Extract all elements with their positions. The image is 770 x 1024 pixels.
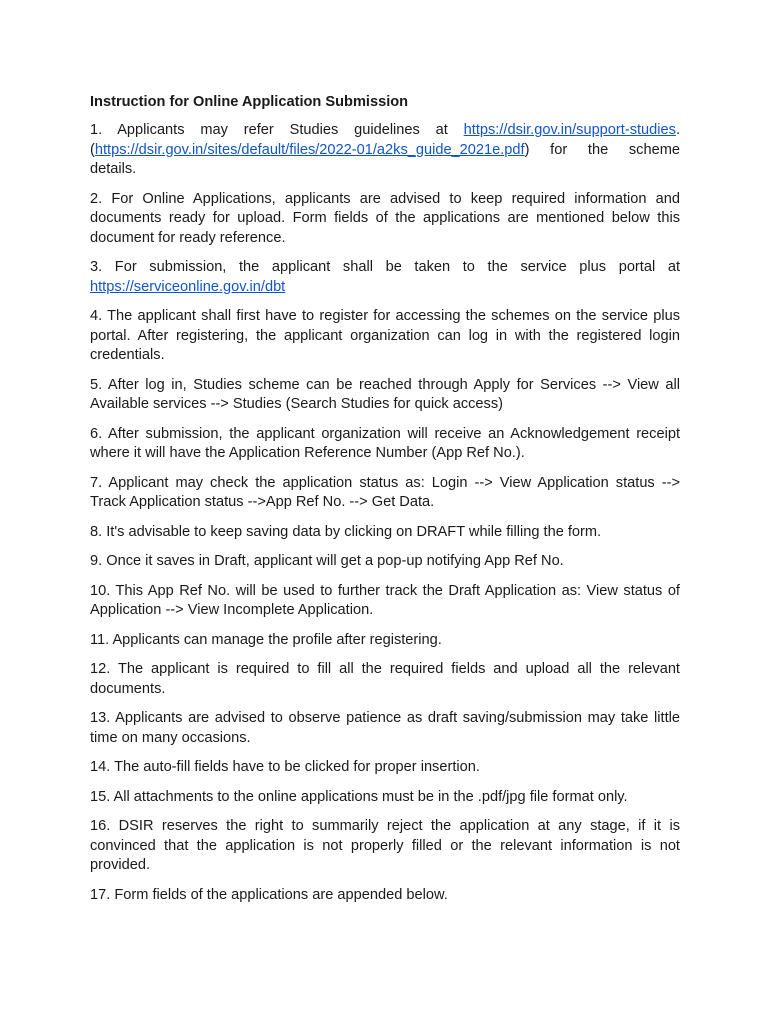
document-page bbox=[90, 93, 680, 915]
instruction-item bbox=[90, 788, 680, 808]
instruction-item bbox=[90, 376, 680, 415]
instruction-text: 5. After log in, Studies scheme can be reached through Apply for Services --> View all Available services --> Studies (Search Studies for quick access) bbox=[90, 376, 680, 412]
instruction-text: . ( bbox=[90, 122, 680, 158]
instruction-text: 13. Applicants are advised to observe patience as draft saving/submission may take little time on many occasions. bbox=[90, 710, 680, 746]
document-title: Instruction for Online Application Submission bbox=[90, 94, 409, 110]
instruction-text: 10. This App Ref No. will be used to further track the Draft Application as: View status of Application --> View Incomplete Application. bbox=[90, 582, 680, 618]
instruction-text: 8. It's advisable to keep saving data by clicking on DRAFT while filling the form. bbox=[90, 523, 602, 540]
instruction-item bbox=[90, 121, 680, 180]
instruction-item bbox=[90, 190, 680, 249]
instruction-text: 11. Applicants can manage the profile after registering. bbox=[90, 631, 442, 648]
instruction-item bbox=[90, 886, 680, 906]
instruction-item bbox=[90, 307, 680, 366]
instruction-text: 7. Applicant may check the application status as: Login --> View Application status --> Track Application status -->App Ref No. --> Get Data. bbox=[90, 474, 680, 510]
instruction-link[interactable]: https://dsir.gov.in/sites/default/files/2022-01/a2ks_guide_2021e.pdf bbox=[94, 141, 525, 158]
instruction-item bbox=[90, 631, 680, 651]
instruction-link[interactable]: https://serviceonline.gov.in/dbt bbox=[90, 278, 286, 295]
instruction-text: 1. Applicants may refer Studies guidelines at bbox=[90, 122, 464, 138]
instruction-text: 4. The applicant shall first have to register for accessing the schemes on the service plus portal. After registering, the applicant organization can log in with the registered login credentials. bbox=[90, 308, 680, 363]
instruction-item bbox=[90, 758, 680, 778]
instruction-text: 12. The applicant is required to fill all the required fields and upload all the relevant documents. bbox=[90, 661, 680, 697]
instruction-text: 15. All attachments to the online applications must be in the .pdf/jpg file format only. bbox=[90, 788, 628, 805]
instruction-item bbox=[90, 582, 680, 621]
instruction-item bbox=[90, 709, 680, 748]
instruction-text: 3. For submission, the applicant shall be taken to the service plus portal at bbox=[90, 259, 680, 275]
instruction-text: 2. For Online Applications, applicants are advised to keep required information and documents ready for upload. Form fields of the applications are mentioned below this document for ready reference. bbox=[90, 190, 680, 246]
instruction-item bbox=[90, 660, 680, 699]
instruction-text: 17. Form fields of the applications are appended below. bbox=[90, 886, 448, 903]
instruction-text: 6. After submission, the applicant organization will receive an Acknowledgement receipt where it will have the Application Reference Number (App Ref No.). bbox=[90, 425, 680, 461]
instruction-link[interactable]: https://dsir.gov.in/support-studies bbox=[463, 122, 676, 138]
instruction-item bbox=[90, 425, 680, 464]
instruction-text: 14. The auto-fill fields have to be clicked for proper insertion. bbox=[90, 759, 480, 775]
instruction-list bbox=[90, 121, 680, 905]
instruction-item bbox=[90, 258, 680, 297]
instruction-text: 9. Once it saves in Draft, applicant will get a pop-up notifying App Ref No. bbox=[90, 553, 564, 569]
instruction-item bbox=[90, 523, 680, 543]
instruction-text: 16. DSIR reserves the right to summarily reject the application at any stage, if it is convinced that the application is not properly filled or the relevant information is not provided. bbox=[90, 818, 680, 873]
instruction-item bbox=[90, 552, 680, 572]
instruction-item bbox=[90, 474, 680, 513]
instruction-item bbox=[90, 817, 680, 876]
instruction-text: ) for the scheme details. bbox=[90, 141, 680, 177]
